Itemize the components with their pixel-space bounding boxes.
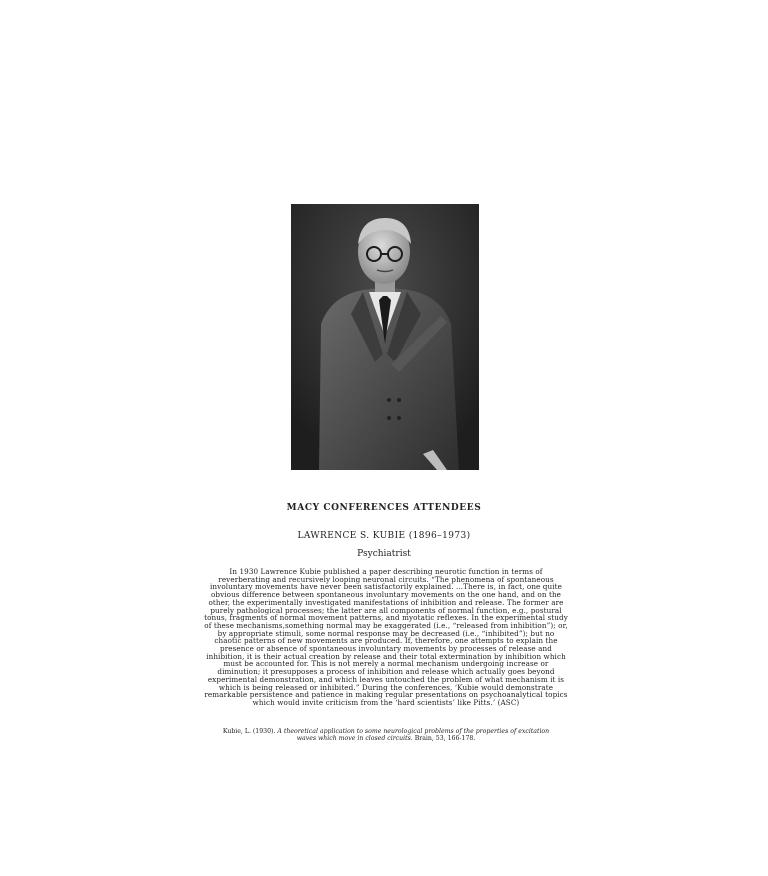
biography-paragraph: In 1930 Lawrence Kubie published a paper describing neurotic function in terms of reverberating and recursively looping neuronal circuits. “The phenomena of spontaneous involuntary movements have never been satisfactorily explained. ...There is, in fact, one quite obvious difference between spontaneous involuntary movements on the one hand, and on the other, the experimentally investigated manifestations of inhibition and release. The former are purely pathological processes; the latter are all components of normal function, e.g., postural tonus, fragments of normal movement patterns, and myotatic reflexes. In the experimental study of these mechanisms,something normal may be exaggerated (i.e., “released from inhibition”); or, by appropriate stimuli, some normal response may be decreased (i.e., “inhibited”); but no chaotic patterns of new movements are produced. If, therefore, one attempts to explain the presence or absence of spontaneous involuntary movements by processes of release and inhibition, it is their actual creation by release and their total extermination by inhibition which must be accounted for. This is not merely a normal mechanism undergoing increase or diminution; it presupposes a process of inhibition and release which actually goes beyond experimental demonstration, and which leaves untouched the problem of what mechanism it is which is being released or inhibited.” During the conferences, ‘Kubie would demonstrate remarkable persistence and patience in making regular presentations on psychoanalytical topics which would invite criticism from the ‘hard scientists’ like Pitts.’ (ASC) [204,567,568,707]
person-name: LAWRENCE S. KUBIE (1896–1973) [297,531,471,541]
reference-citation [220,728,552,742]
page-heading: MACY CONFERENCES ATTENDEES [286,503,482,513]
citation-author: Kubie, L. (1930). [222,728,276,735]
person-role: Psychiatrist [357,549,411,559]
citation-title: A theoretical application to some neurological problems of the properties of excitation waves which move in closed circuits. [277,728,550,743]
portrait-photo [291,204,479,470]
citation-source: Brain, 53, 166-178. [414,735,476,743]
